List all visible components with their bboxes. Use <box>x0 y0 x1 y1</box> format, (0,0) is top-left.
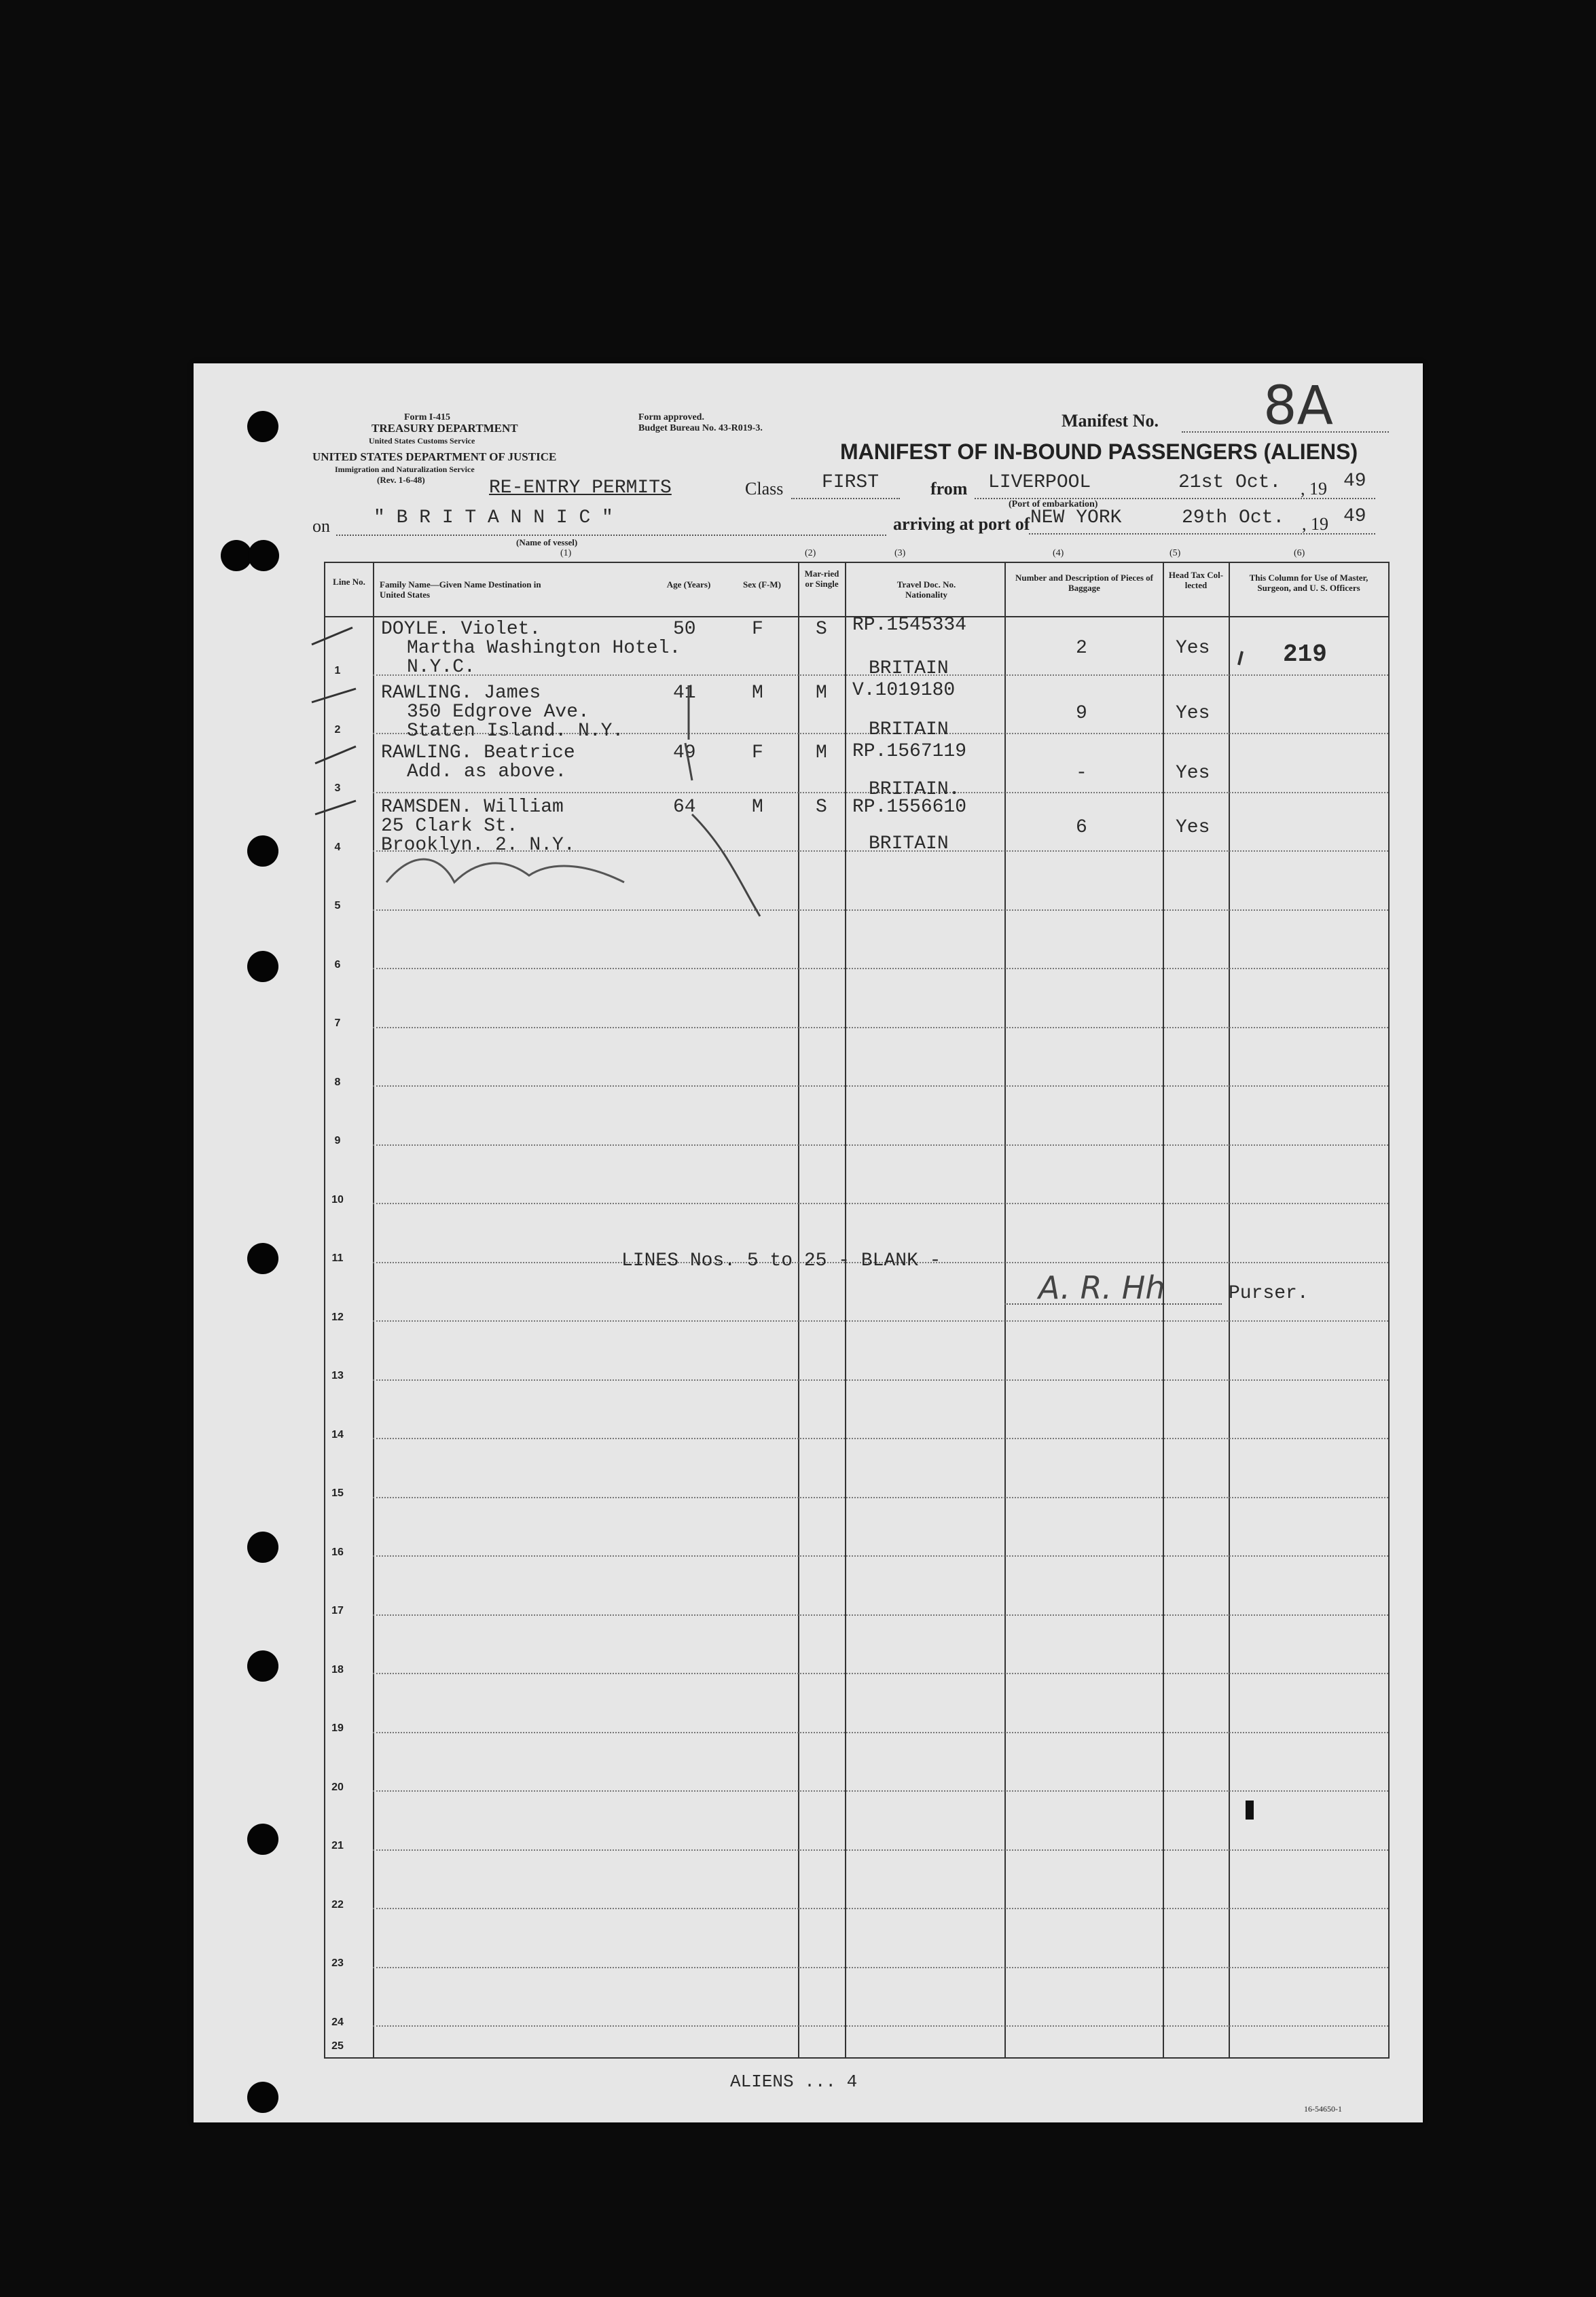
handwritten-marks <box>325 563 1388 2057</box>
port-embark-note: (Port of embarkation) <box>1009 499 1098 509</box>
col-num-5: (5) <box>1169 548 1181 558</box>
line-number: 12 <box>331 1312 344 1323</box>
passenger-address: 350 Edgrove Ave. <box>407 702 590 723</box>
line-number: 18 <box>331 1664 344 1676</box>
binder-hole <box>247 1243 278 1274</box>
header-head-tax: Head Tax Col-lected <box>1168 570 1224 590</box>
passenger-doc: RP.1567119 <box>852 741 967 762</box>
blank-lines-note: LINES Nos. 5 to 25 - BLANK - <box>621 1250 941 1271</box>
passenger-married: M <box>816 742 827 763</box>
passenger-baggage: 2 <box>1076 638 1087 659</box>
immigration-service: Immigration and Naturalization Service <box>335 465 475 474</box>
binder-hole <box>247 411 278 442</box>
passenger-doc: RP.1556610 <box>852 797 967 818</box>
line-number: 17 <box>331 1605 344 1616</box>
passenger-married: S <box>816 619 827 640</box>
header-sex: Sex (F-M) <box>743 579 781 590</box>
treasury-dept: TREASURY DEPARTMENT <box>371 422 518 435</box>
passenger-age: 49 <box>673 742 696 763</box>
passenger-head-tax: Yes <box>1176 817 1210 838</box>
passenger-nationality: BRITAIN <box>869 833 949 854</box>
from-port: LIVERPOOL <box>988 472 1091 493</box>
passenger-sex: F <box>752 742 763 763</box>
footer-code: 16-54650-1 <box>1304 2104 1342 2114</box>
line-number: 24 <box>331 2016 344 2028</box>
passenger-address: N.Y.C. <box>407 657 475 678</box>
customs-service: United States Customs Service <box>369 436 475 446</box>
line-number: 13 <box>331 1370 344 1381</box>
col-num-2: (2) <box>805 548 816 558</box>
col-num-4: (4) <box>1053 548 1064 558</box>
on-label: on <box>312 516 330 536</box>
line-number: 22 <box>331 1899 344 1911</box>
line-number: 3 <box>334 782 341 794</box>
header-age: Age (Years) <box>666 579 711 590</box>
reentry-permits: RE-ENTRY PERMITS <box>489 477 672 499</box>
line-number: 1 <box>334 665 341 676</box>
manifest-no-label: Manifest No. <box>1062 411 1159 431</box>
line-number: 14 <box>331 1429 344 1441</box>
class-label: Class <box>745 479 784 499</box>
depart-year-prefix: , 19 <box>1301 479 1327 499</box>
passenger-table <box>324 562 1390 2059</box>
binder-hole <box>247 2082 278 2113</box>
passenger-name: RAWLING. James <box>381 683 541 704</box>
passenger-address: 25 Clark St. <box>381 816 518 837</box>
page-title: MANIFEST OF IN-BOUND PASSENGERS (ALIENS) <box>840 439 1358 464</box>
passenger-nationality: BRITAIN <box>869 658 949 679</box>
passenger-name: RAMSDEN. William <box>381 797 564 818</box>
passenger-address: Brooklyn. 2. N.Y. <box>381 835 575 856</box>
passenger-baggage: 9 <box>1076 703 1087 724</box>
line-number: 7 <box>334 1017 341 1029</box>
vessel-name: " B R I T A N N I C " <box>374 507 613 528</box>
form-approved: Form approved. <box>638 412 704 422</box>
passenger-sex: M <box>752 797 763 818</box>
passenger-married: M <box>816 683 827 704</box>
line-number: 6 <box>334 959 341 971</box>
manifest-no-value: 8A <box>1263 376 1333 437</box>
binder-hole <box>247 1824 278 1855</box>
depart-year: 49 <box>1343 471 1366 492</box>
col-num-6: (6) <box>1294 548 1305 558</box>
passenger-age: 41 <box>673 683 696 704</box>
binder-hole <box>247 1650 278 1682</box>
line-number: 19 <box>331 1722 344 1734</box>
passenger-sex: F <box>752 619 763 640</box>
header-name: Family Name—Given Name Destination in United States <box>380 579 541 600</box>
vessel-note: (Name of vessel) <box>516 537 578 547</box>
line-number: 15 <box>331 1487 344 1499</box>
passenger-nationality: BRITAIN. <box>869 779 960 800</box>
passenger-nationality: BRITAIN <box>869 719 949 740</box>
passenger-doc: RP.1545334 <box>852 615 967 636</box>
line-number: 4 <box>334 842 341 853</box>
passenger-baggage: 6 <box>1076 817 1087 838</box>
purser-signature: A. R. Hh <box>1038 1269 1165 1306</box>
passenger-sex: M <box>752 683 763 704</box>
passenger-baggage: - <box>1076 763 1087 784</box>
line-number: 2 <box>334 724 341 736</box>
passenger-age: 64 <box>673 797 696 818</box>
arrival-year: 49 <box>1343 506 1366 527</box>
budget-bureau: Budget Bureau No. 43-R019-3. <box>638 423 763 433</box>
depart-date: 21st Oct. <box>1178 472 1282 493</box>
arriving-label: arriving at port of <box>893 514 1030 534</box>
passenger-address: Add. as above. <box>407 761 567 782</box>
from-label: from <box>930 479 968 499</box>
arrival-year-prefix: , 19 <box>1302 514 1328 534</box>
binder-hole <box>248 540 279 571</box>
line-number: 21 <box>331 1840 344 1851</box>
passenger-name: RAWLING. Beatrice <box>381 742 575 763</box>
passenger-head-tax: Yes <box>1176 763 1210 784</box>
col-num-1: (1) <box>560 548 572 558</box>
class-value: FIRST <box>822 472 879 493</box>
passenger-name: DOYLE. Violet. <box>381 619 541 640</box>
binder-hole <box>247 1532 278 1563</box>
arrival-date: 29th Oct. <box>1182 507 1285 528</box>
manifest-page <box>194 363 1423 2122</box>
binder-hole <box>247 951 278 982</box>
officer-mark: 219 <box>1283 640 1327 668</box>
col-num-3: (3) <box>894 548 906 558</box>
header-married: Mar-ried or Single <box>804 568 839 589</box>
passenger-address: Staten Island. N.Y. <box>407 721 624 742</box>
arrival-port: NEW YORK <box>1030 507 1122 528</box>
header-line-no: Line No. <box>333 577 365 587</box>
header-travel-doc: Travel Doc. No. Nationality <box>896 579 956 600</box>
line-number: 11 <box>331 1252 344 1264</box>
header-officers: This Column for Use of Master, Surgeon, and U. S. Officers <box>1249 573 1368 593</box>
header-baggage: Number and Description of Pieces of Baggage <box>1015 573 1154 593</box>
passenger-head-tax: Yes <box>1176 638 1210 659</box>
passenger-married: S <box>816 797 827 818</box>
binder-hole <box>247 835 278 867</box>
line-number: 9 <box>334 1135 341 1146</box>
passenger-age: 50 <box>673 619 696 640</box>
passenger-doc: V.1019180 <box>852 680 956 701</box>
passenger-head-tax: Yes <box>1176 703 1210 724</box>
line-number: 10 <box>331 1194 344 1206</box>
line-number: 23 <box>331 1957 344 1969</box>
line-number: 20 <box>331 1781 344 1793</box>
purser-label: Purser. <box>1229 1283 1309 1304</box>
form-number: Form I-415 <box>404 412 451 422</box>
line-number: 5 <box>334 900 341 911</box>
passenger-address: Martha Washington Hotel. <box>407 638 681 659</box>
line-number: 25 <box>331 2040 344 2052</box>
justice-dept: UNITED STATES DEPARTMENT OF JUSTICE <box>312 450 557 463</box>
line-number: 8 <box>334 1077 341 1088</box>
line-number: 16 <box>331 1547 344 1558</box>
aliens-total: ALIENS ... 4 <box>730 2072 858 2092</box>
revision: (Rev. 1-6-48) <box>377 475 425 485</box>
